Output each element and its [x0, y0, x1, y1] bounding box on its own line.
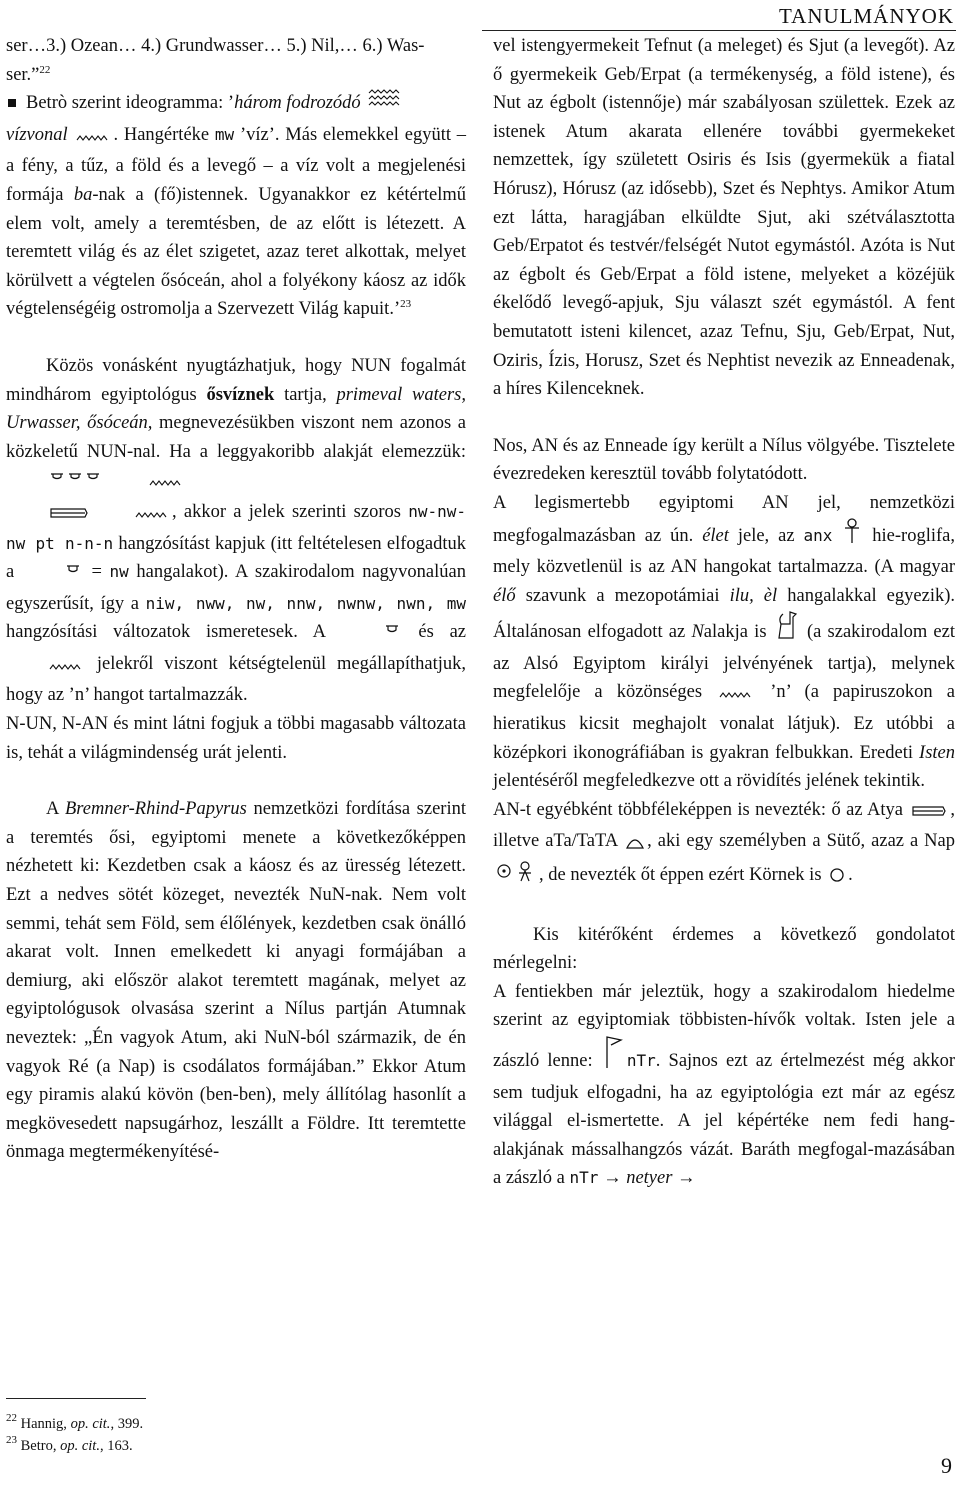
water-ripple-icon: [109, 469, 183, 498]
page-number: 9: [941, 1453, 952, 1478]
pot-icon: [9, 469, 103, 498]
pot-icon: [344, 621, 400, 650]
footnote-rule: [6, 1398, 146, 1399]
bolt-icon: [911, 799, 947, 828]
left-paragraph-1: ser…3.) Ozean… 4.) Grundwasser… 5.) Nil,… 6.) Was- ser.”$^{22}$: [6, 36, 425, 85]
left-paragraph-4: N-UN, N-AN és mint látni fogjuk a többi magasabb változata is, tehát a világmindenség urát jelenti.: [6, 714, 466, 763]
bullet-icon: [8, 99, 16, 107]
left-paragraph-3: Közös vonásként nyugtázhatjuk, hogy NUN fogalmát mindhárom egyiptológus ősvíznek tartja, primeval waters, Urwasser, ősóceán, megnevezésükben viszont nem azonos a közkeletű NUN-nal. Ha a leggyakoribb alakját elemezzük: , akkor a jelek szerinti szoros nw-nw-nw pt n-n-n hangzósítást kapjuk (itt feltételesen elfogadtuk a = nw hangalakot). A szakirodalom nagyvonalúan egyszerűsít, így a niw, nww, nw, nnw, nwnw, nwn, mw hangzósítási változatok ismeretesek. A és az jelekről viszont kétségtelenül megállapíthatjuk, hogy az ’n’ hangot tartalmazzák.: [6, 355, 467, 706]
section-header: TANULMÁNYOK: [779, 4, 954, 28]
right-paragraph-1: vel istengyermekeit Tefnut (a meleget) és Sjut (a levegőt). Az ő gyermekeik Geb/Erpat (a termékenység, a föld istene), és Nut az égbolt (istennője) már szabályosan születtek. Ezek az istenek Atum akarata ellenére további gyermekeket nemzettek, így született Osiris és Isis (gyermekük a fiatal Hórusz), Hórusz (az idősebb), Szet és Nephtys. Amikor Atum ezt látta, haragjában elküldte Sjut, aki szétválasztotta Geb/Erpatot és testvér/felségét Nutot egymástól. Azóta is Nut az égbolt és Geb/Erpat a föld istene, melyeket a közéjük ékelődő levegő-apjuk, Sju választ szét egymástól. A fent bemutatott isteni kilencet, azaz Tefnu, Sju, Geb/Erpat, Nut, Oziris, Ízis, Horusz, Szet és Nephtist nevezik az Enneadenak, a híres Kilenceknek.: [493, 36, 955, 400]
header-rule: [482, 30, 956, 31]
right-paragraph-4: AN-t egyébként többféleképpen is nevezték: ő az Atya , illetve aTa/TaTA , aki egy személyben a Sütő, azaz a Nap , de nevezték őt éppen ezért Körnek is .: [493, 796, 955, 893]
crown-icon: [776, 610, 798, 650]
water-ripple-icon: [95, 501, 169, 530]
water-ripple-icon: [9, 653, 83, 682]
ankh-icon: [844, 518, 860, 554]
loaf-icon: [626, 830, 644, 859]
sun-icon: [496, 859, 536, 893]
right-paragraph-2: Nos, AN és az Enneade így került a Nílus völgyébe. Tisztelete évezredeken keresztül tovább folytatódott.: [493, 435, 955, 485]
water-ripple-icon: [368, 89, 402, 121]
footnote-22: $^{22}$ Hannig, op. cit., 399.: [6, 1412, 144, 1432]
water-ripple-icon: [719, 681, 753, 710]
pot-icon: [25, 561, 81, 590]
right-paragraph-5: Kis kitérőként érdemes a következő gondolatot mérlegelni:: [493, 924, 955, 974]
left-column: [6, 32, 466, 1167]
water-ripple-icon: [76, 124, 110, 153]
footnote-ref-23: 23: [400, 298, 412, 311]
left-paragraph-5: A Bremner-Rhind-Papyrus nemzetközi fordítása szerint a teremtés ősi, egyiptomi menete a következőképpen nézhetett ki: Kezdetben csak a káosz és az üresség létezett. Ezt a nedves sötét közeget, nevezték NuN-nak. Nem volt semmi, tehát sem Föld, sem élőlények, kezdetben csak önálló akarat volt. Innen emelkedett ki anyagi formájában a demiurg, aki először alakot teremtett magának, melyet az egyiptológusok olvasása szerint a Nílus partján Atumnak neveztek: „Én vagyok Atum, aki NuN-ból származik, de én vagyok Ré (a Nap) is csodálatos formájában.” Ekkor Atum egy piramis alakú kövön (ben-ben), mely állítólag hasonlít a megkövesedett napsugárhoz, leszállt a Földre. Itt teremtette önmaga megtermékenyítésé-: [6, 799, 466, 1163]
flag-icon: [604, 1035, 624, 1079]
footnote-ref-22: 22: [39, 63, 51, 76]
right-paragraph-6: A fentiekben már jeleztük, hogy a szakirodalom hiedelme szerint az egyiptomiak többisten-hívők voltak. Isten jele a zászló lenne: nTr. Sajnos ezt az értelmezést még akkor sem tudjuk elfogadni, ha az egyiptológia ezt már az egész világgal el-ismertette. A jel képértéke nem fedi hang-alakjának mássalhangzós vázát. Baráth megfogal-mazásában a zászló a nTr → netyer →: [493, 981, 955, 1189]
circle-icon: [829, 864, 845, 893]
left-paragraph-2: Betrò szerint ideogramma: ’három fodrozódó vízvonal . Hangértéke mw ’víz’. Más elemekkel együtt – a fény, a tűz, a föld és a levegő – a víz volt a megjelenési formája ba-nak a (fő)istennek. Ugyanakkor ez kétértelmű elem volt, amely a teremtésben, de az előtt is létezett. A teremtett világ és az élet szigetet, azaz teret alkottak, melyet körülvett a végtelen ősóceán, ahol a folyékony káosz az idők végtelenségéig ostromolja a Szervezett Világ kapuit.’$^{23}$: [6, 89, 466, 324]
footnote-23: $^{23}$ Betro, op. cit., 163.: [6, 1434, 133, 1454]
right-paragraph-3: A legismertebb egyiptomi AN jel, nemzetközi megfogalmazásban az ún. élet jele, az anx hie-roglifa, mely közvetlenül is az AN hangokat tartalmazza. (A magyar élő szavunk a mezopotámiai ilu, èl hangalakkal egyezik). Általánosan elfogadott az Nalakja is (a szakirodalom ezt az Alsó Egyiptom királyi jelvényének tartja), melynek megfelelője a közönséges ’n’ (a papiruszokon a hieratikus kicsit meghajolt vonalat látjuk). Ez utóbbi a középkori ikonográfiában is gyakran felbukkan. Eredeti Isten jelentéséről megfeledkezve ott a rövidítés jelének tekintik.: [493, 492, 955, 792]
right-column: [493, 32, 955, 1193]
bolt-icon: [9, 501, 89, 530]
